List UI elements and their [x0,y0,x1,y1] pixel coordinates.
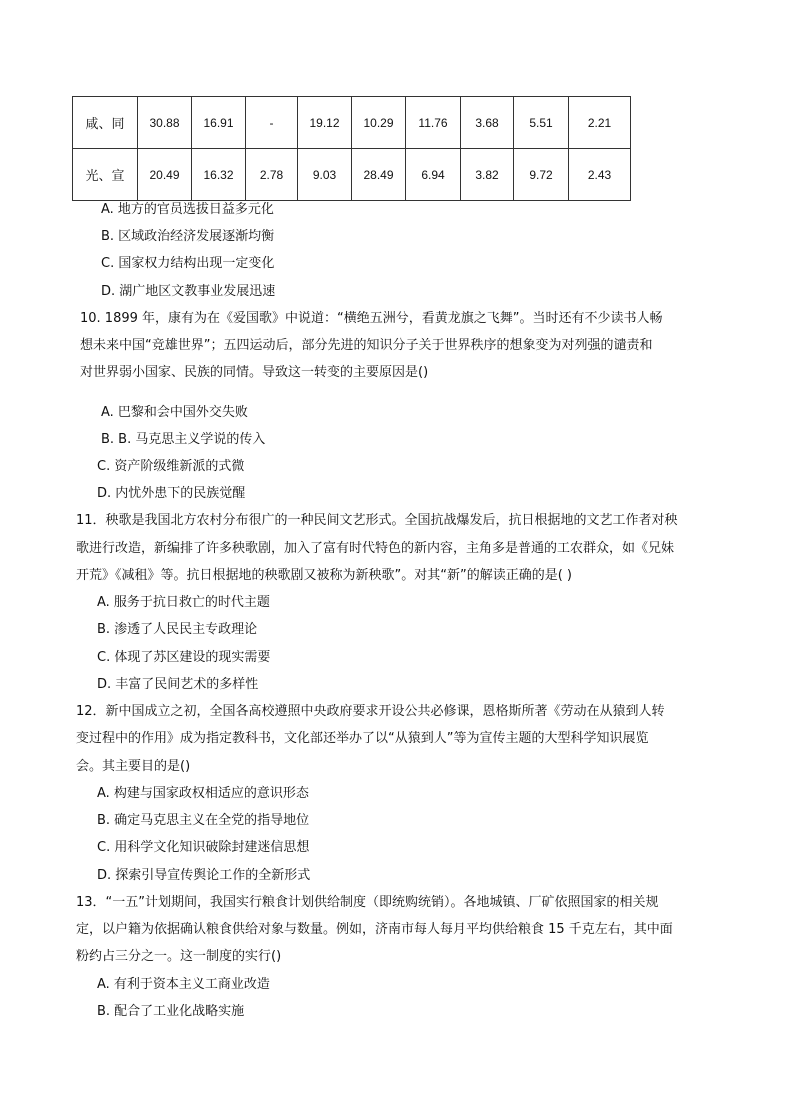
table-cell: 10.29 [352,97,406,149]
q11-stem-line: 开荒》《减租》等。抗日根据地的秧歌剧又被称为新秧歌”。对其“新”的解读正确的是( ) [76,568,572,583]
table-cell: 9.72 [514,149,569,201]
q12-option-a: A. 构建与国家政权相适应的意识形态 [97,786,309,801]
table-cell: - [246,97,298,149]
table-cell: 6.94 [406,149,461,201]
table-cell: 16.32 [192,149,246,201]
table-cell: 28.49 [352,149,406,201]
q12-stem-line: 变过程中的作用》成为指定教科书，文化部还举办了以“从猿到人”等为宣传主题的大型科学知识展览 [76,731,649,746]
q13-option-a: A. 有利于资本主义工商业改造 [97,977,270,992]
table-cell: 2.43 [569,149,631,201]
table-row-label: 咸、同 [73,97,138,149]
q9-option-b: B. 区域政治经济发展逐渐均衡 [101,229,275,244]
q11-option-a: A. 服务于抗日救亡的时代主题 [97,595,270,610]
q9-option-a: A. 地方的官员选拔日益多元化 [101,202,274,217]
q12-option-c: C. 用科学文化知识破除封建迷信思想 [97,840,310,855]
q9-option-c: C. 国家权力结构出现一定变化 [101,256,275,271]
q12-stem-line: 会。其主要目的是() [76,759,191,774]
q13-option-b: B. 配合了工业化战略实施 [97,1004,245,1019]
q10-stem-line: 对世界弱小国家、民族的同情。导致这一转变的主要原因是() [80,365,429,380]
table-cell: 5.51 [514,97,569,149]
q13-stem-line: 粉约占三分之一。这一制度的实行() [76,949,282,964]
q11-stem-line: 11．秧歌是我国北方农村分布很广的一种民间文艺形式。全国抗战爆发后，抗日根据地的文艺工作者对秧 [76,513,678,528]
q11-option-b: B. 渗透了人民民主专政理论 [97,622,258,637]
table-cell: 3.68 [461,97,514,149]
table-row-label: 光、宣 [73,149,138,201]
table-row [73,149,631,201]
q10-stem-line: 10. 1899 年，康有为在《爱国歌》中说道：“横绝五洲兮，看黄龙旗之飞舞”。当时还有不少读书人畅 [80,311,663,326]
q13-stem-line: 13．“一五”计划期间，我国实行粮食计划供给制度（即统购统销）。各地城镇、厂矿依照国家的相关规 [76,895,659,910]
q10-option-d: D. 内忧外患下的民族觉醒 [97,486,246,501]
table-cell: 2.21 [569,97,631,149]
table-cell: 16.91 [192,97,246,149]
table-cell: 9.03 [298,149,352,201]
table-cell: 20.49 [138,149,192,201]
q12-option-b: B. 确定马克思主义在全党的指导地位 [97,813,310,828]
q10-stem-line: 想未来中国“竞雄世界”；五四运动后，部分先进的知识分子关于世界秩序的想象变为对列强的谴责和 [80,338,653,353]
q10-option-b: B. B. 马克思主义学说的传入 [101,432,266,447]
q11-option-d: D. 丰富了民间艺术的多样性 [97,677,259,692]
q12-stem-line: 12．新中国成立之初，全国各高校遵照中央政府要求开设公共必修课，恩格斯所著《劳动在从猿到人转 [76,704,665,719]
q11-stem-line: 歌进行改造，新编排了许多秧歌剧，加入了富有时代特色的新内容，主角多是普通的工农群众，如《兄妹 [76,541,675,556]
q10-option-c: C. 资产阶级维新派的式微 [97,459,245,474]
table-cell: 11.76 [406,97,461,149]
q9-option-d: D. 湖广地区文教事业发展迅速 [101,284,276,299]
q12-option-d: D. 探索引导宣传舆论工作的全新形式 [97,868,311,883]
statistics-table [72,96,631,201]
table-cell: 30.88 [138,97,192,149]
table-cell: 3.82 [461,149,514,201]
q11-option-c: C. 体现了苏区建设的现实需要 [97,650,271,665]
q13-stem-line: 定，以户籍为依据确认粮食供给对象与数量。例如，济南市每人每月平均供给粮食 15 千克左右，其中面 [76,922,673,937]
table-row [73,97,631,149]
q10-option-a: A. 巴黎和会中国外交失败 [101,405,248,420]
table-cell: 2.78 [246,149,298,201]
table-cell: 19.12 [298,97,352,149]
